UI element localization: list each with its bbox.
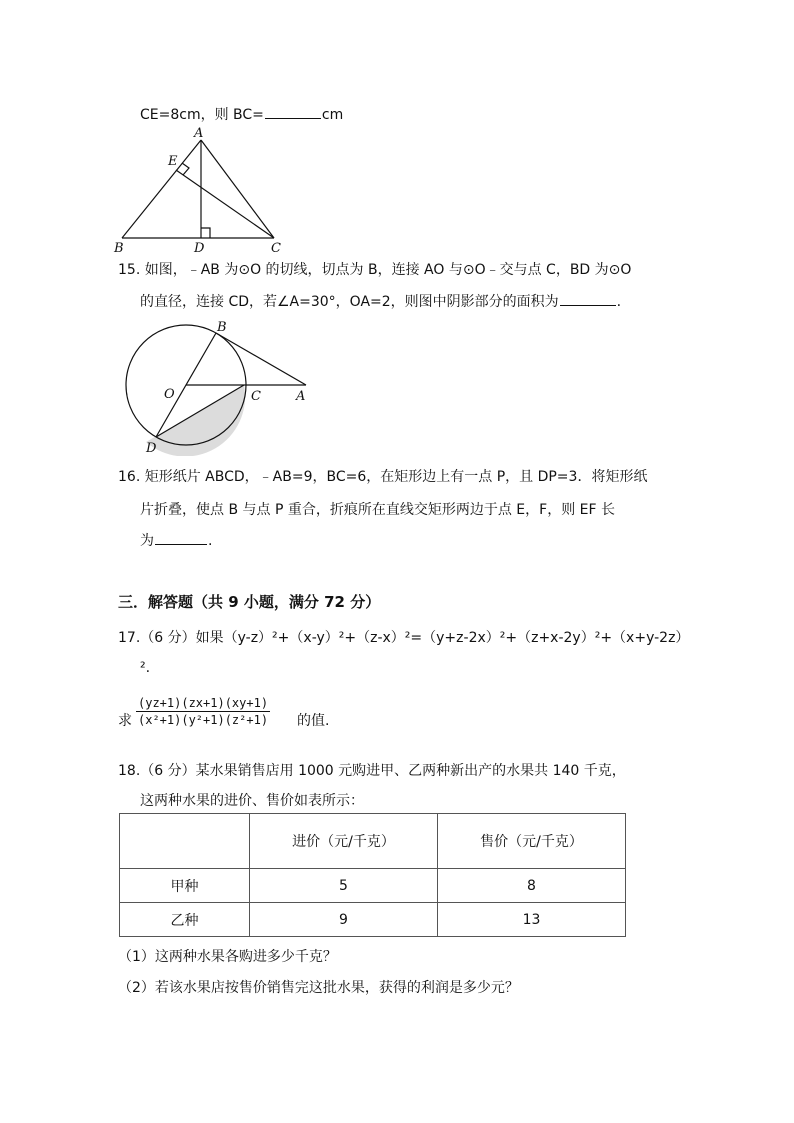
q16-line1: 16. 矩形纸片 ABCD，﹣AB=9，BC=6，在矩形边上有一点 P，且 DP=3．将矩形纸 [118, 469, 648, 485]
price-table [119, 813, 626, 937]
table-cell: 甲种 [120, 869, 250, 903]
fig14-label-e: E [168, 154, 178, 169]
q16-line2: 片折叠，使点 B 与点 P 重合，折痕所在直线交矩形两边于点 E，F，则 EF 长 [140, 502, 615, 518]
fig14-label-d: D [194, 241, 205, 256]
table-cell: 9 [250, 903, 438, 937]
q17-fraction [136, 696, 270, 727]
fig14-triangle-figure [110, 124, 300, 256]
fig15-label-b: B [217, 320, 227, 335]
table-cell: 8 [438, 869, 626, 903]
q17-fraction-denominator: (x²+1)(y²+1)(z²+1) [138, 713, 269, 727]
table-cell: 5 [250, 869, 438, 903]
table-row [120, 903, 626, 937]
section-heading: 三．解答题（共 9 小题，满分 72 分） [118, 593, 381, 611]
fig15-circle-figure [118, 316, 318, 456]
q15-line2-text: 的直径，连接 CD，若∠A=30°，OA=2，则图中阴影部分的面积为 [140, 294, 559, 310]
q16-line3 [140, 530, 212, 550]
fig14-segment-ac [201, 140, 274, 238]
fig14-right-angle-d [201, 228, 210, 238]
fig15-tangent-ab [216, 333, 306, 385]
fig14-right-angle-e [182, 163, 189, 175]
q15-line2 [140, 291, 621, 311]
fig15-label-c: C [251, 389, 261, 404]
q17-fraction-numerator: (yz+1)(zx+1)(xy+1) [138, 696, 269, 710]
q18-line2: 这两种水果的进价、售价如表所示： [140, 793, 364, 809]
table-cell: 13 [438, 903, 626, 937]
q17-ask-prefix: 求 [118, 713, 132, 729]
fig14-label-c: C [271, 241, 281, 256]
q17-line2: ². [140, 660, 151, 676]
q15-line1: 15. 如图，﹣AB 为⊙O 的切线，切点为 B，连接 AO 与⊙O﹣交与点 C，BD 为⊙O [118, 262, 632, 278]
q16-answer-blank[interactable] [155, 532, 207, 545]
fig15-label-o: O [164, 387, 175, 402]
q16-line3-suffix: . [208, 533, 213, 549]
q18-line1: 18.（6 分）某水果销售店用 1000 元购进甲、乙两种新出产的水果共 140 千克， [118, 763, 626, 779]
q14-suffix: cm [321, 107, 344, 123]
fig14-label-a: A [194, 126, 204, 141]
table-header-cell [120, 814, 250, 869]
q14-answer-line [140, 104, 343, 124]
q18-sub1: （1）这两种水果各购进多少千克？ [118, 949, 337, 965]
fig14-segment-ab [122, 140, 201, 238]
table-header-cell: 售价（元/千克） [438, 814, 626, 869]
fig14-label-b: B [114, 241, 124, 256]
fig14-segment-ce [176, 170, 274, 238]
fig15-shaded-region [146, 385, 245, 456]
q14-answer-blank[interactable] [265, 106, 321, 119]
q17-ask-suffix: 的值. [297, 713, 330, 729]
q15-line2-end: . [616, 294, 622, 310]
q18-sub2: （2）若该水果店按售价销售完这批水果，获得的利润是多少元？ [118, 980, 519, 996]
q14-prefix: CE=8cm，则 BC= [140, 107, 264, 123]
table-header-cell: 进价（元/千克） [250, 814, 438, 869]
table-cell: 乙种 [120, 903, 250, 937]
table-row [120, 869, 626, 903]
q17-line1: 17.（6 分）如果（y-z）²+（x-y）²+（z-x）²=（y+z-2x）²+（z+x-2y）²+（x+y-2z） [118, 630, 690, 646]
fig15-label-d: D [146, 441, 157, 456]
table-header-row [120, 814, 626, 869]
q15-answer-blank[interactable] [560, 293, 616, 306]
q16-line3-prefix: 为 [140, 533, 154, 549]
fig15-label-a: A [296, 389, 306, 404]
